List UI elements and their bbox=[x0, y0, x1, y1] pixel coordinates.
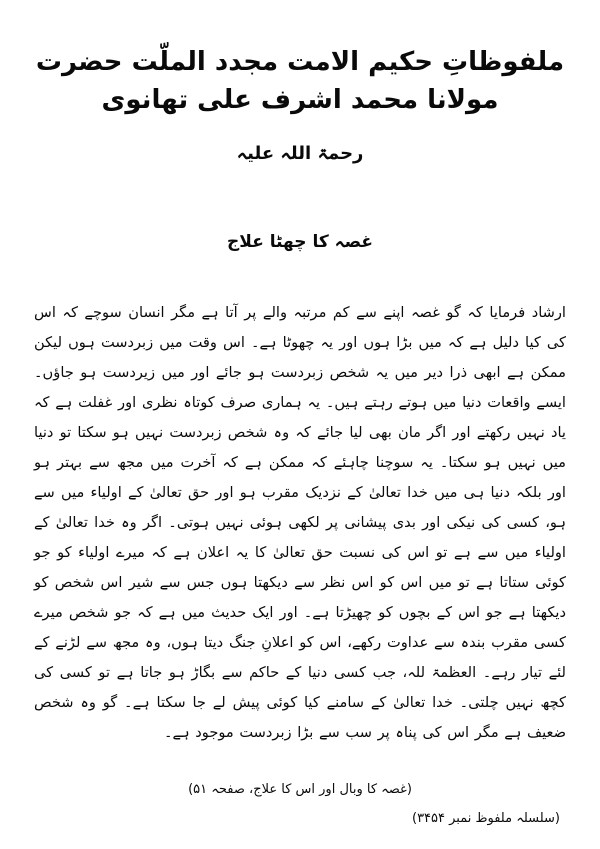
body-paragraph: ارشاد فرمایا کہ گو غصہ اپنے سے کم مرتبہ والے پر آتا ہے مگر انسان سوچے کہ اس کی کیا دلیل ہے کہ میں بڑا ہوں اور یہ چھوٹا ہے۔ اس وقت میں زبردست ہوں لیکن ممکن ہے ابھی ذرا دیر میں یہ شخص زبردست ہو جائے اور میں زیردست ہو جاؤں۔ ایسے واقعات دنیا میں ہوتے رہتے ہیں۔ یہ ہماری صرف کوتاہ نظری اور غفلت ہے کہ یاد نہیں رکھتے اور اگر مان بھی لیا جائے کہ وہ شخص زبردست نہیں ہو سکتا تو دنیا میں نہیں ہو سکتا۔ یہ سوچنا چاہئے کہ ممکن ہے کہ آخرت میں مجھ سے بہتر ہو اور بلکہ دنیا ہی میں خدا تعالیٰ کے نزدیک مقرب ہو اور حق تعالیٰ کے اولیاء میں سے ہو، کسی کی نیکی اور بدی پیشانی پر لکھی ہوئی نہیں ہوتی۔ اگر وہ خدا تعالیٰ کے اولیاء میں سے ہے تو اس کی نسبت حق تعالیٰ کا یہ اعلان ہے کہ میرے اولیاء کو جو کوئی ستاتا ہے تو میں اس کو اس نظر سے دیکھتا ہوں جس سے شیر اس شخص کو دیکھتا ہے جو اس کے بچوں کو چھیڑتا ہے۔ اور ایک حدیث میں ہے کہ جو شخص میرے کسی مقرب بندہ سے عداوت رکھے، اس کو اعلانِ جنگ دیتا ہوں، وہ مجھ سے لڑنے کے لئے تیار رہے۔ العظمۃ للہ، جب کسی دنیا کے حاکم سے بگاڑ ہو جاتا ہے تو کسی کی کچھ نہیں چلتی۔ خدا تعالیٰ کے سامنے کیا کوئی پیش لے جا سکتا ہے۔ گو وہ شخص ضعیف ہے مگر اس کی پناہ پر سب سے بڑا زبردست موجود ہے۔ bbox=[34, 303, 566, 741]
citation-reference: (سلسلہ ملفوظ نمبر ۳۴۵۴) bbox=[411, 810, 560, 826]
citation-reference-row bbox=[0, 811, 600, 826]
document-title: ملفوظاتِ حکیم الامت مجدد الملّت حضرت مولانا محمد اشرف علی تھانوی bbox=[35, 47, 565, 115]
author-honorific: رحمۃ اللہ علیہ bbox=[236, 143, 364, 165]
section-heading: غصہ کا چھٹا علاج bbox=[227, 231, 373, 252]
citation-source: (غصہ کا وبال اور اس کا علاج، صفحہ ۵۱) bbox=[188, 781, 412, 797]
body-text-block bbox=[0, 298, 600, 748]
document-header bbox=[0, 0, 600, 167]
